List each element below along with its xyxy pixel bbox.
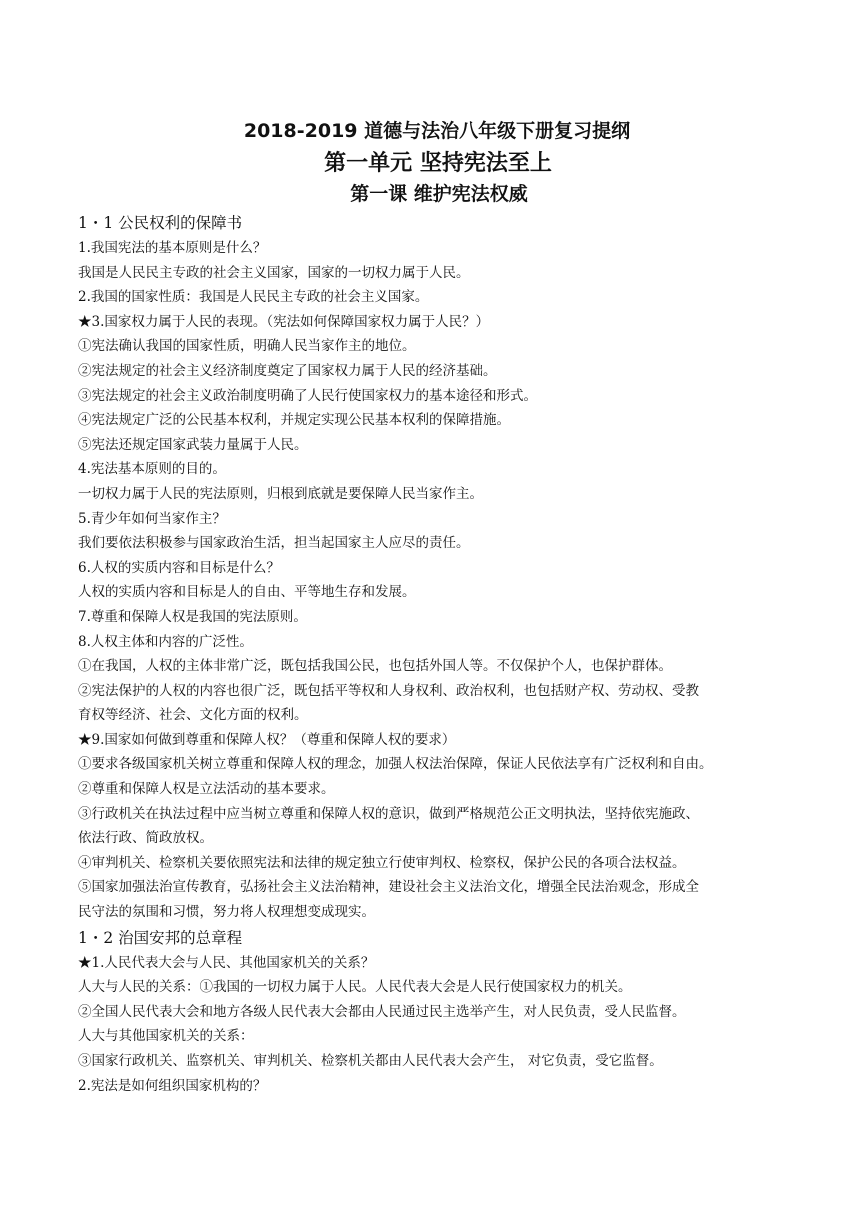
text-line: 4.宪法基本原则的目的。 [78,461,226,478]
text-line: 民守法的氛围和习惯，努力将人权理想变成现实。 [78,904,375,921]
text-line: 我国是人民民主专政的社会主义国家，国家的一切权力属于人民。 [78,264,470,281]
section-heading: 1・1 公民权利的保障书 [78,214,243,232]
text-line: ★9.国家如何做到尊重和保障人权？（尊重和保障人权的要求） [78,731,456,748]
text-line: 我们要依法积极参与国家政治生活，担当起国家主人应尽的责任。 [78,535,470,552]
text-line: ③国家行政机关、监察机关、审判机关、检察机关都由人民代表大会产生， 对它负责，受它监督。 [78,1053,663,1069]
text-line: ③行政机关在执法过程中应当树立尊重和保障人权的意识，做到严格规范公正文明执法，坚持依宪施政、 [78,805,699,822]
text-line: ⑤宪法还规定国家武装力量属于人民。 [78,436,308,453]
text-line: 育权等经济、社会、文化方面的权利。 [78,707,308,724]
text-line: 1.我国宪法的基本原则是什么？ [78,240,267,256]
text-line: ★3.国家权力属于人民的表现。（宪法如何保障国家权力属于人民？） [78,313,490,330]
text-line: ①要求各级国家机关树立尊重和保障人权的理念，加强人权法治保障，保证人民依法享有广泛权利和自由。 [78,756,713,773]
unit-title: 第一单元 坚持宪法至上 [324,150,552,176]
text-line: ④审判机关、检察机关要依照宪法和法律的规定独立行使审判权、检察权，保护公民的各项合法权益。 [78,854,686,871]
text-line: ②尊重和保障人权是立法活动的基本要求。 [78,781,335,798]
text-line: 人权的实质内容和目标是人的自由、平等地生存和发展。 [78,584,416,601]
text-line: 6.人权的实质内容和目标是什么？ [78,559,280,576]
document-title: 2018-2019 道德与法治八年级下册复习提纲 [243,120,631,142]
text-line: ★1.人民代表大会与人民、其他国家机关的关系？ [78,954,375,971]
text-line: ③宪法规定的社会主义政治制度明确了人民行使国家权力的基本途径和形式。 [78,387,537,404]
section-1 [78,210,788,925]
text-line: ①宪法确认我国的国家性质，明确人民当家作主的地位。 [78,338,416,355]
text-line: ⑤国家加强法治宣传教育，弘扬社会主义法治精神，建设社会主义法治文化，增强全民法治观念，形成全 [78,879,699,896]
text-line: ②宪法规定的社会主义经济制度奠定了国家权力属于人民的经济基础。 [78,362,497,379]
text-line: ①在我国，人权的主体非常广泛，既包括我国公民，也包括外国人等。不仅保护个人，也保护群体。 [78,658,672,675]
section-2 [78,925,788,1099]
text-line: 2.宪法是如何组织国家机构的？ [78,1077,267,1094]
lesson-title: 第一课 维护宪法权威 [350,183,528,205]
text-line: 5.青少年如何当家作主？ [78,510,226,527]
section-heading: 1・2 治国安邦的总章程 [78,928,243,947]
text-line: 7.尊重和保障人权是我国的宪法原则。 [78,608,307,625]
text-line: 人大与其他国家机关的关系： [78,1028,254,1045]
text-line: ②宪法保护的人权的内容也很广泛，既包括平等权和人身权利、政治权利，也包括财产权、劳动权、受教 [78,682,699,699]
text-line: 一切权力属于人民的宪法原则，归根到底就是要保障人民当家作主。 [78,485,483,502]
text-line: 人大与人民的关系：①我国的一切权力属于人民。人民代表大会是人民行使国家权力的机关。 [78,979,632,996]
text-line: ④宪法规定广泛的公民基本权利，并规定实现公民基本权利的保障措施。 [78,412,510,429]
text-line: ②全国人民代表大会和地方各级人民代表大会都由人民通过民主选举产生，对人民负责，受人民监督。 [78,1003,686,1020]
text-line: 依法行政、简政放权。 [78,830,213,847]
text-line: 8.人权主体和内容的广泛性。 [78,633,253,650]
text-line: 2.我国的国家性质：我国是人民民主专政的社会主义国家。 [78,289,429,306]
